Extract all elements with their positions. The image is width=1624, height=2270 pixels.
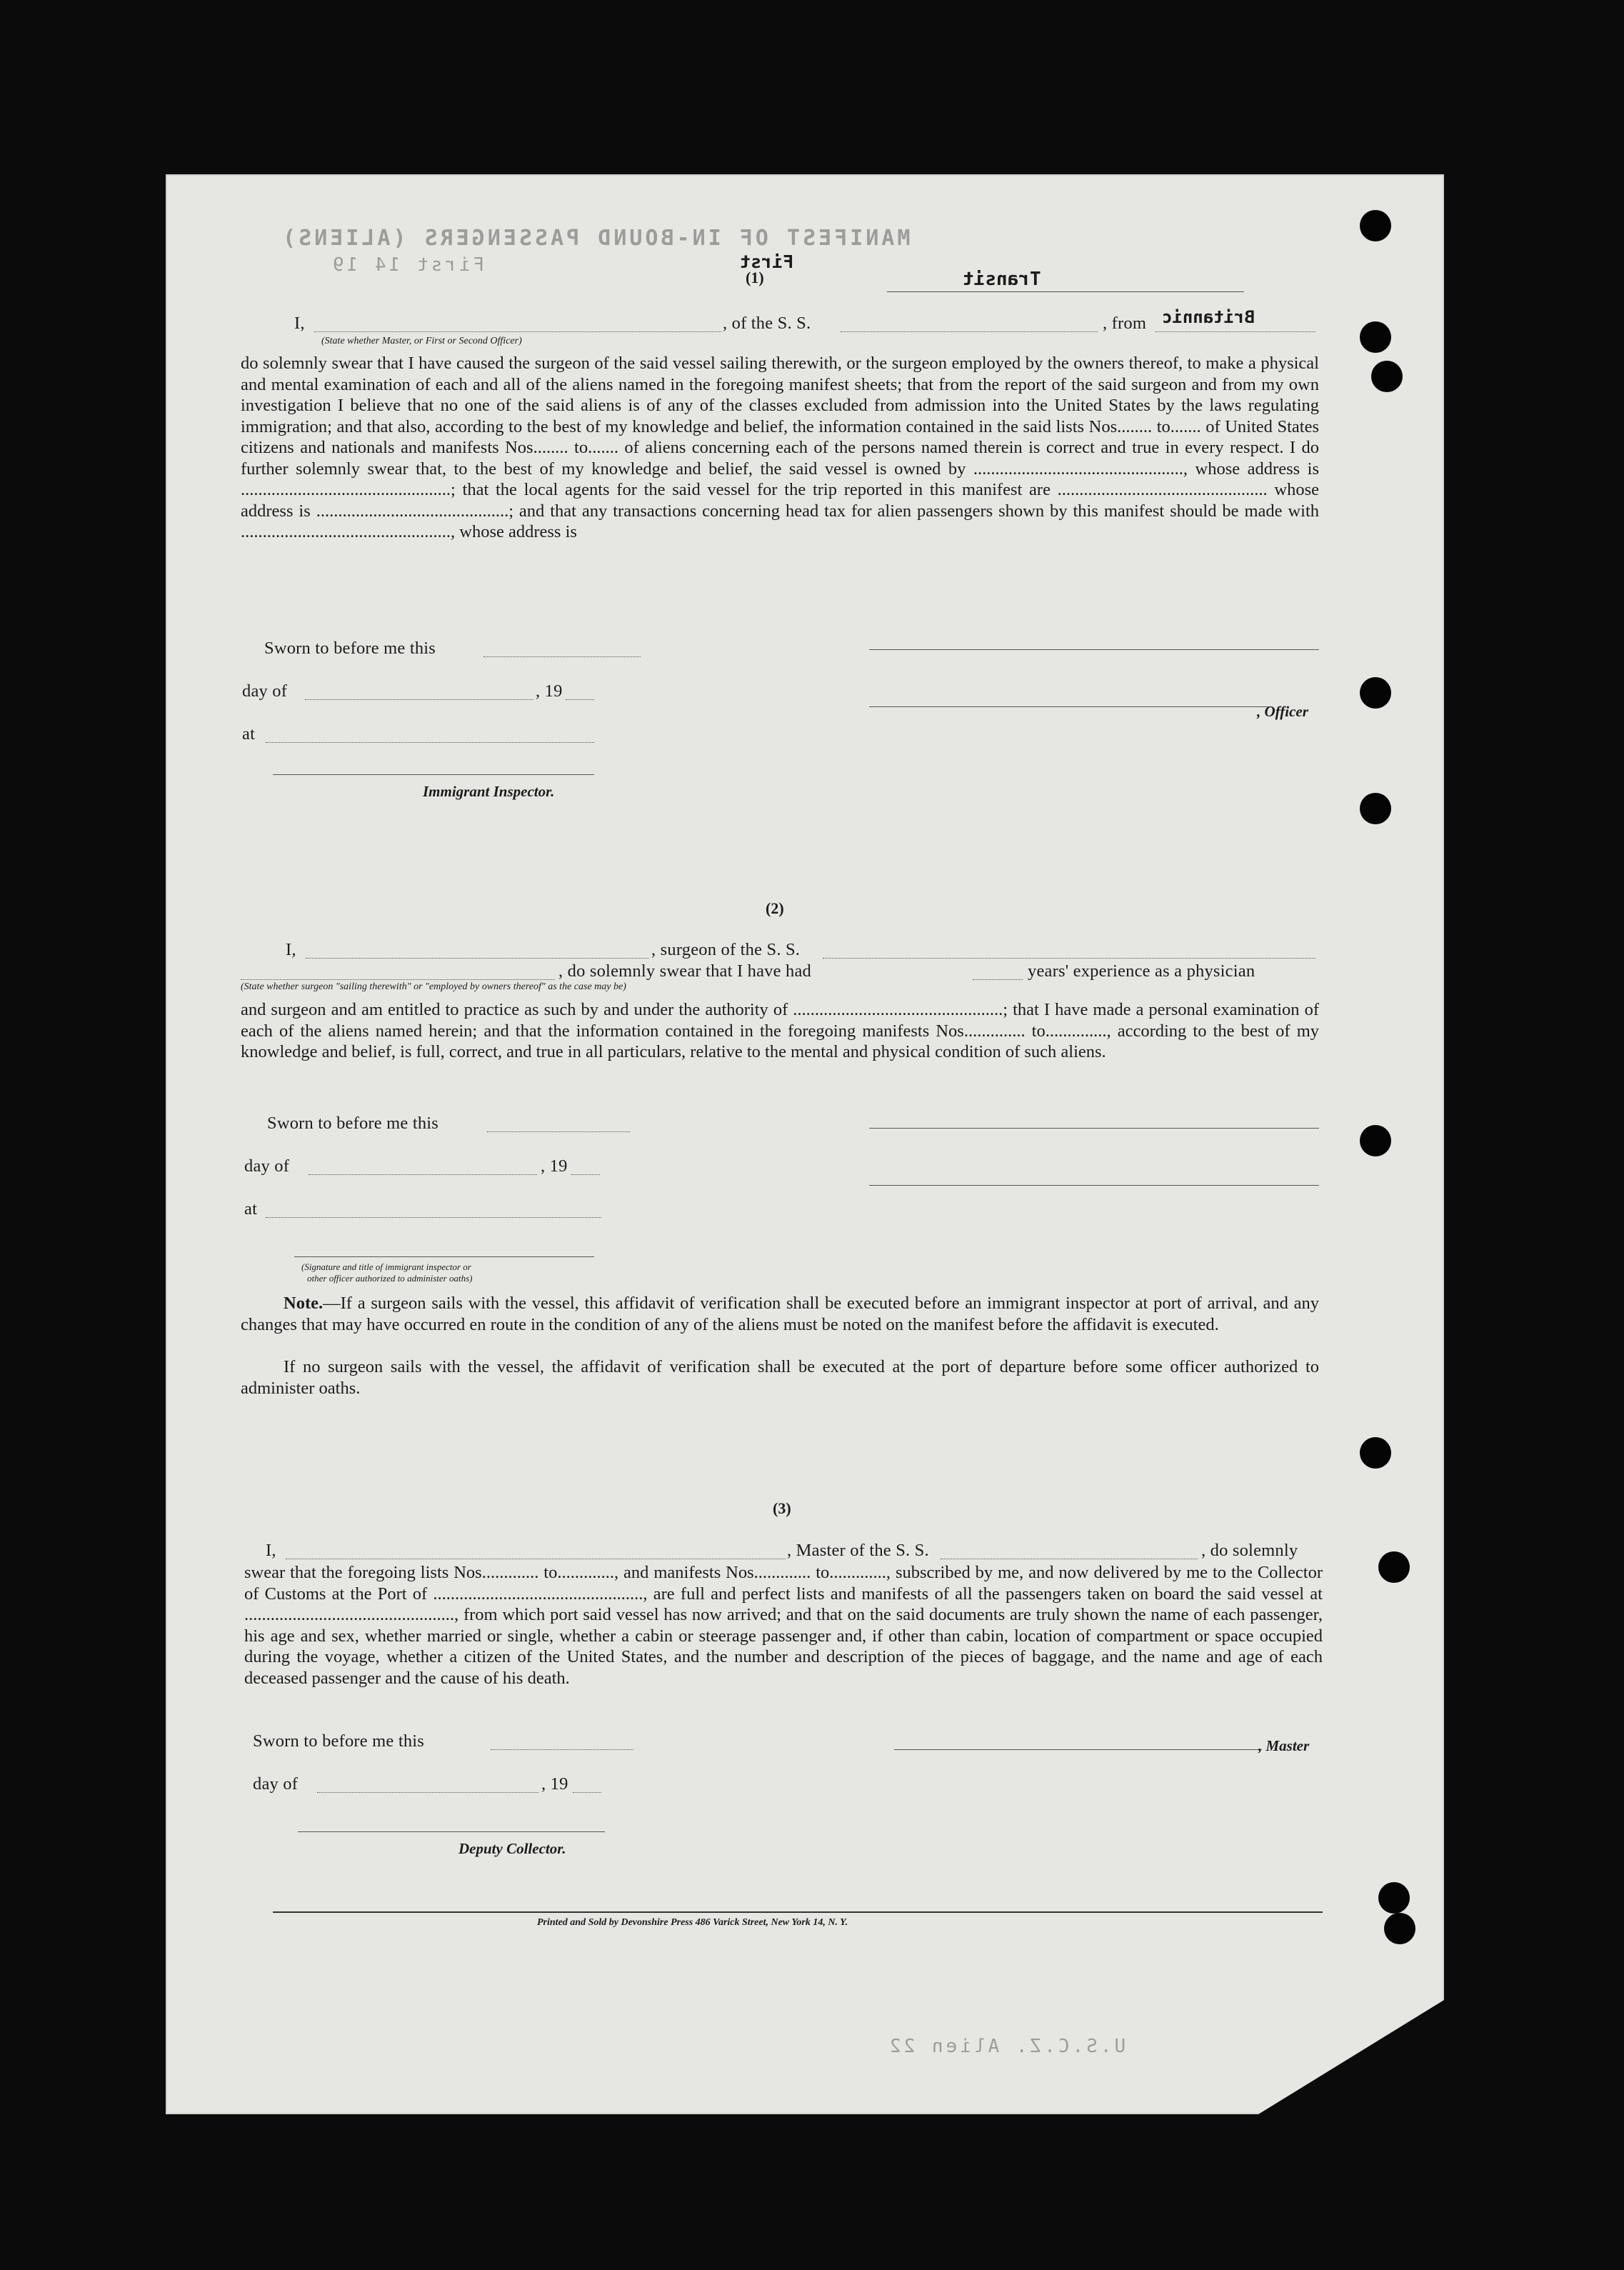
s2-caption: (State whether surgeon "sailing therewith" or "employed by owners thereof" as the case may be): [241, 981, 626, 992]
s1-officer-line: [314, 331, 721, 332]
s2-nineteen: , 19: [541, 1156, 568, 1176]
note-text-1: —If a surgeon sails with the vessel, this affidavit of verification shall be executed before an immigrant inspector at port of arrival, and any changes that may have occurred en route in the condition of any of the aliens must be noted on the manifest before the affidavit is executed.: [241, 1294, 1319, 1334]
note-label: Note.: [284, 1294, 324, 1313]
s2-surgeon-line: [306, 958, 648, 959]
s3-collector-label: Deputy Collector.: [458, 1840, 566, 1857]
ghost-title: MANIFEST OF IN-BOUND PASSENGERS (ALIENS): [280, 226, 911, 251]
ghost-line: First 14 19: [330, 254, 485, 276]
s2-year-line: [571, 1174, 600, 1175]
numeral-1: (1): [746, 269, 764, 286]
s2-ship-line: [823, 958, 1315, 959]
typed-transit: Transit: [963, 269, 1041, 290]
s3-nineteen: , 19: [541, 1774, 568, 1794]
s3-sworn: Sworn to before me this: [253, 1731, 425, 1751]
s1-inspector-sig: [273, 774, 594, 775]
s2-sig-caption-2: other officer authorized to administer oaths): [307, 1273, 473, 1284]
ghost-bottom: U.S.C.Z. Alien 22: [887, 2036, 1126, 2057]
s2-years: years' experience as a physician: [1028, 961, 1255, 981]
punch-hole: [1360, 677, 1391, 709]
s2-surgeon-sig-1: [869, 1128, 1319, 1129]
s2-surgeon-of: , surgeon of the S. S.: [651, 940, 801, 959]
s1-inspector-label: Immigrant Inspector.: [423, 783, 555, 800]
s1-from-line: [1155, 331, 1315, 332]
typed-britannic: Britannic: [1162, 307, 1255, 327]
s3-day-line: [317, 1792, 538, 1793]
s2-name-line: [241, 979, 555, 980]
punch-hole: [1360, 1125, 1391, 1156]
s2-at: at: [244, 1199, 258, 1219]
s2-solemnly: , do solemnly swear that I have had: [558, 961, 811, 981]
s3-master-of: , Master of the S. S.: [787, 1541, 929, 1560]
s3-opening-i: I,: [266, 1541, 276, 1560]
numeral-2: (2): [766, 899, 784, 917]
note-para-2: If no surgeon sails with the vessel, the affidavit of verification shall be executed at the port of departure before some officer authorized to administer oaths.: [241, 1357, 1319, 1398]
s1-sworn-line: [483, 656, 641, 657]
s3-year-line: [573, 1792, 601, 1793]
s2-opening-i: I,: [286, 940, 296, 959]
s1-nineteen: , 19: [536, 681, 563, 701]
s3-master-label: , Master: [1258, 1737, 1310, 1754]
s1-at: at: [242, 724, 256, 744]
s2-at-line: [266, 1217, 601, 1218]
s2-surgeon-sig-2: [869, 1185, 1319, 1186]
s1-day-line: [305, 699, 533, 700]
s2-sig-caption-1: (Signature and title of immigrant inspector or: [301, 1261, 471, 1272]
s1-opening-i: I,: [294, 314, 305, 333]
s1-ship-line: [841, 331, 1098, 332]
s1-officer-label: , Officer: [1257, 703, 1308, 720]
s3-oath-text: swear that the foregoing lists Nos............. to............., and manifests Nos............. to............., subscribed by me, and now delivered by me to the Collector of Customs at the Port of ................................................, are full and perfect lists and manifests of all the passengers taken on board the said vessel at ................................................, from which port said vessel has now arrived; and that on the said documents are truly shown the name of each passenger, his age and sex, whether married or single, whether a cabin or steerage passenger and, if other than cabin, location of compartment or space occupied during the voyage, whether a citizen of the United States, and the number and description of the pieces of baggage, and the name and age of each deceased passenger and the cause of his death.: [244, 1563, 1323, 1688]
s1-from: , from: [1103, 314, 1147, 333]
punch-hole: [1371, 361, 1403, 392]
numeral-3: (3): [773, 1499, 791, 1517]
s1-caption: (State whether Master, or First or Second Officer): [321, 336, 522, 346]
s1-officer-sig-2: [869, 706, 1269, 707]
s1-year-line: [566, 699, 594, 700]
s2-day-line: [309, 1174, 537, 1175]
punch-hole: [1378, 1551, 1410, 1583]
s3-do-solemnly: , do solemnly: [1201, 1541, 1298, 1560]
s2-years-line: [973, 979, 1023, 980]
footer-rule: [273, 1911, 1323, 1913]
s1-day-of: day of: [242, 681, 288, 701]
s1-officer-sig-1: [869, 649, 1319, 650]
s2-day-of: day of: [244, 1156, 290, 1176]
punch-hole: [1360, 1437, 1391, 1469]
punch-hole: [1384, 1913, 1415, 1944]
printer-imprint: Printed and Sold by Devonshire Press 486 Varick Street, New York 14, N. Y.: [537, 1917, 848, 1928]
punch-hole: [1360, 210, 1391, 241]
punch-hole: [1360, 321, 1391, 353]
header-rule: [887, 291, 1244, 292]
s2-sig-line: [294, 1256, 594, 1257]
s1-sworn: Sworn to before me this: [264, 639, 436, 658]
punch-hole: [1360, 793, 1391, 824]
s3-day-of: day of: [253, 1774, 299, 1794]
manifest-sheet: [166, 174, 1444, 2114]
s2-sworn: Sworn to before me this: [267, 1114, 439, 1133]
note-para-1: [241, 1293, 1319, 1335]
s1-at-line: [266, 742, 594, 743]
s3-master-sig: [894, 1749, 1262, 1750]
typed-first: First: [740, 251, 794, 272]
punch-hole: [1378, 1882, 1410, 1914]
s3-sworn-line: [491, 1749, 633, 1750]
s1-of-the-ss: , of the S. S.: [723, 314, 811, 333]
s3-collector-sig: [298, 1831, 605, 1832]
s2-sworn-line: [487, 1131, 630, 1132]
s2-oath-text: and surgeon and am entitled to practice as such by and under the authority of ................................................; that I have made a personal examination of each of the aliens named herein; and that the information contained in the foregoing manifests Nos.............. to.............., according to the best of my knowledge and belief, is full, correct, and true in all particulars, relative to the mental and physical condition of such aliens.: [241, 1000, 1319, 1061]
s1-oath-text: do solemnly swear that I have caused the surgeon of the said vessel sailing therewith, or the surgeon employed by the owners thereof, to make a physical and mental examination of each and all of the aliens named in the foregoing manifest sheets; that from the report of the said surgeon and from my own investigation I believe that no one of the said aliens is of any of the classes excluded from admission into the United States by the laws regulating immigration; and that also, according to the best of my knowledge and belief, the information contained in the said lists Nos........ to....... of United States citizens and nationals and manifests Nos........ to....... of aliens concerning each of the persons named therein is correct and true in every respect. I do further solemnly swear that, to the best of my knowledge and belief, the said vessel is owned by ................................................, whose address is ................................................; that the local agents for the said vessel for the trip reported in this manifest are ................................................ whose address is ............................................; and that any transactions concerning head tax for alien passengers shown by this manifest should be made with ................................................, whose address is: [241, 354, 1319, 541]
